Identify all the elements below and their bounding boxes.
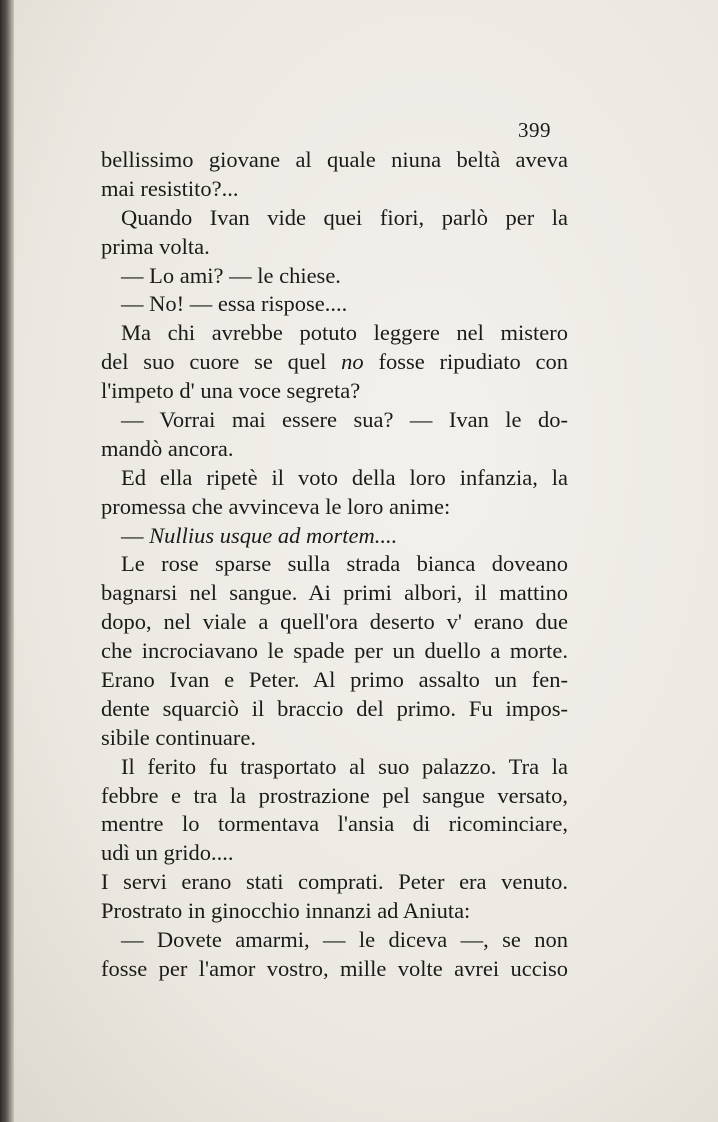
text-line: mentre lo tormentava l'ansia di ricominciare, [101,811,568,837]
text-line [101,348,568,377]
dash-prefix: — [121,522,150,548]
text-line: I servi erano stati comprati. Peter era venuto. [101,869,568,895]
text-line: — Lo ami? — le chiese. [121,262,341,288]
text-line: mandò ancora. [101,435,234,461]
text-line: Erano Ivan e Peter. Al primo assalto un fen- [101,667,568,693]
text-line: promessa che avvinceva le loro anime: [101,493,451,519]
body-text [101,146,568,984]
text-line: bellissimo giovane al quale niuna beltà aveva [101,147,568,172]
text-line: che incrociavano le spade per un duello a morte. [101,638,568,664]
text-line: Ma chi avrebbe potuto leggere nel mistero [121,320,568,346]
text-line: fosse per l'amor vostro, mille volte avrei ucciso [101,955,568,981]
text-line: Il ferito fu trasportato al suo palazzo. Tra la [121,753,568,779]
text-line: — Vorrai mai essere sua? — Ivan le do- [121,407,568,433]
text-line [101,522,568,551]
page-number: 399 [518,118,551,142]
latin-motto: Nullius usque ad mortem.... [149,522,398,548]
text-line: l'impeto d' una voce segreta? [101,378,361,404]
text-line: febbre e tra la prostrazione pel sangue versato, [101,782,568,808]
text-line: dopo, nel viale a quell'ora deserto v' erano due [101,609,568,635]
text-line: Ed ella ripetè il voto della loro infanzia, la [121,464,568,490]
text-line: — Dovete amarmi, — le diceva —, se non [121,927,568,953]
text-line: Prostrato in ginocchio innanzi ad Aniuta: [101,898,471,924]
text-line: prima volta. [101,233,210,259]
italic-word: no [341,349,364,375]
text-segment: fosse ripudiato con [378,349,568,375]
text-segment: del suo cuore se quel [101,349,327,375]
text-line: udì un grido.... [101,840,234,866]
text-line: Quando Ivan vide quei fiori, parlò per la [121,204,568,230]
text-line: mai resistito?... [101,175,239,201]
text-line: bagnarsi nel sangue. Ai primi albori, il mattino [101,580,568,606]
text-line: dente squarciò il braccio del primo. Fu impos- [101,695,568,721]
text-line: Le rose sparse sulla strada bianca doveano [121,551,568,577]
page-binding-edge [0,0,14,1122]
text-line: sibile continuare. [101,724,256,750]
text-line: — No! — essa rispose.... [121,291,348,317]
